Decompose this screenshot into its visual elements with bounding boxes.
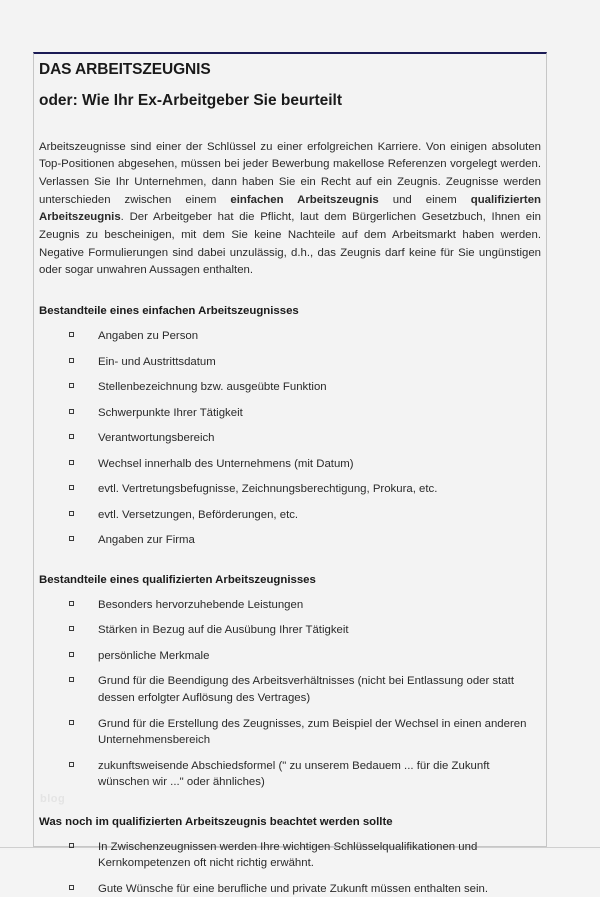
square-bullet-icon <box>69 762 74 767</box>
bullet-list-qualifiziertes-zeugnis <box>39 597 541 791</box>
intro-emphasis-einfaches-zeugnis: einfachen Arbeitszeugnis <box>230 193 379 206</box>
square-bullet-icon <box>69 536 74 541</box>
list-item <box>67 354 541 371</box>
list-item-label: Schwerpunkte Ihrer Tätigkeit <box>98 406 243 419</box>
watermark-text: blog <box>40 793 66 805</box>
square-bullet-icon <box>69 332 74 337</box>
list-item <box>67 456 541 473</box>
square-bullet-icon <box>69 409 74 414</box>
list-item <box>67 597 541 614</box>
list-item-label: Wechsel innerhalb des Unternehmens (mit Datum) <box>98 457 354 470</box>
list-item-label: Grund für die Erstellung des Zeugnisses, zum Beispiel der Wechsel in einen anderen Unternehmensbereich <box>98 717 527 747</box>
intro-text-part-3: . Der Arbeitgeber hat die Pflicht, laut dem Bürgerlichen Gesetzbuch, Ihnen ein Zeugnis zu bescheinigen, mit dem Sie keine Nachteile auf dem Arbeitsmarkt haben werden. Negative Formulierungen sind dabei unzulässig, d.h., das Zeugnis darf keine für Sie ungünstigen oder sogar unwahren Aussagen enthalten. <box>39 211 541 277</box>
list-item <box>67 379 541 396</box>
square-bullet-icon <box>69 652 74 657</box>
intro-text-part-2: und einem <box>378 193 471 206</box>
list-item <box>67 622 541 639</box>
list-item <box>67 673 541 706</box>
list-item <box>67 328 541 345</box>
list-item <box>67 532 541 549</box>
document-content <box>39 56 547 897</box>
list-item-label: Stärken in Bezug auf die Ausübung Ihrer Tätigkeit <box>98 624 349 637</box>
list-item-label: In Zwischenzeugnissen werden Ihre wichtigen Schlüsselqualifikationen und Kernkompetenzen oft nicht richtig erwähnt. <box>98 840 478 870</box>
list-item <box>67 430 541 447</box>
list-item-label: evtl. Vertretungsbefugnisse, Zeichnungsberechtigung, Prokura, etc. <box>98 483 438 496</box>
square-bullet-icon <box>69 601 74 606</box>
list-item-label: zukunftsweisende Abschiedsformel (" zu unserem Bedauem ... für die Zukunft wünschen wir ..." oder ähnliches) <box>98 759 490 789</box>
list-item-label: Ein- und Austrittsdatum <box>98 355 216 368</box>
list-item-label: Grund für die Beendigung des Arbeitsverhältnisses (nicht bei Entlassung oder statt dessen erfolgter Auflösung des Vertrages) <box>98 675 515 704</box>
square-bullet-icon <box>69 460 74 465</box>
list-item-label: evtl. Versetzungen, Beförderungen, etc. <box>98 508 299 521</box>
list-item <box>67 839 541 872</box>
square-bullet-icon <box>69 511 74 516</box>
list-item <box>67 481 541 498</box>
square-bullet-icon <box>69 677 74 682</box>
list-item <box>67 716 541 749</box>
square-bullet-icon <box>69 720 74 725</box>
square-bullet-icon <box>69 885 74 890</box>
section-heading-einfaches-zeugnis: Bestandteile eines einfachen Arbeitszeugnisses <box>39 305 299 318</box>
intro-text-part-1: Arbeitszeugnisse sind einer der Schlüssel zu einer erfolgreichen Karriere. Von einigen absoluten Top-Positionen abgesehen, müssen bei jeder Bewerbung makellose Referenzen vorgelegt werden. Verlassen Sie Ihr Unternehmen, dann haben Sie ein Recht auf ein Zeugnis. Zeugnisse werden unterschieden zwischen einem <box>39 140 541 206</box>
section-heading-beachtet-werden-sollte: Was noch im qualifizierten Arbeitszeugnis beachtet werden sollte <box>39 815 393 828</box>
list-item-label: Stellenbezeichnung bzw. ausgeübte Funktion <box>98 381 327 394</box>
page-title: DAS ARBEITSZEUGNIS <box>39 61 211 78</box>
list-item-label: Verantwortungsbereich <box>98 432 215 445</box>
list-item-label: Angaben zur Firma <box>98 534 195 547</box>
square-bullet-icon <box>69 434 74 439</box>
list-item <box>67 405 541 422</box>
list-item-label: Angaben zu Person <box>98 330 199 343</box>
section-heading-qualifiziertes-zeugnis: Bestandteile eines qualifizierten Arbeitszeugnisses <box>39 573 316 586</box>
square-bullet-icon <box>69 626 74 631</box>
square-bullet-icon <box>69 383 74 388</box>
list-item <box>67 648 541 665</box>
square-bullet-icon <box>69 843 74 848</box>
square-bullet-icon <box>69 485 74 490</box>
list-item <box>67 507 541 524</box>
intro-paragraph <box>39 139 541 280</box>
page-subtitle: oder: Wie Ihr Ex-Arbeitgeber Sie beurteilt <box>39 92 343 110</box>
list-item-label: persönliche Merkmale <box>98 649 210 662</box>
list-item-label: Gute Wünsche für eine berufliche und private Zukunft müssen enthalten sein. <box>98 882 489 895</box>
square-bullet-icon <box>69 358 74 363</box>
list-item <box>67 758 541 791</box>
list-item <box>67 881 541 897</box>
list-item-label: Besonders hervorzuhebende Leistungen <box>98 598 304 611</box>
bullet-list-einfaches-zeugnis <box>39 328 541 549</box>
bullet-list-beachtet-werden-sollte <box>39 839 541 897</box>
intro-emphasis-qualifiziertes-zeugnis: qualifizierten Arbeitszeugnis <box>39 193 541 224</box>
